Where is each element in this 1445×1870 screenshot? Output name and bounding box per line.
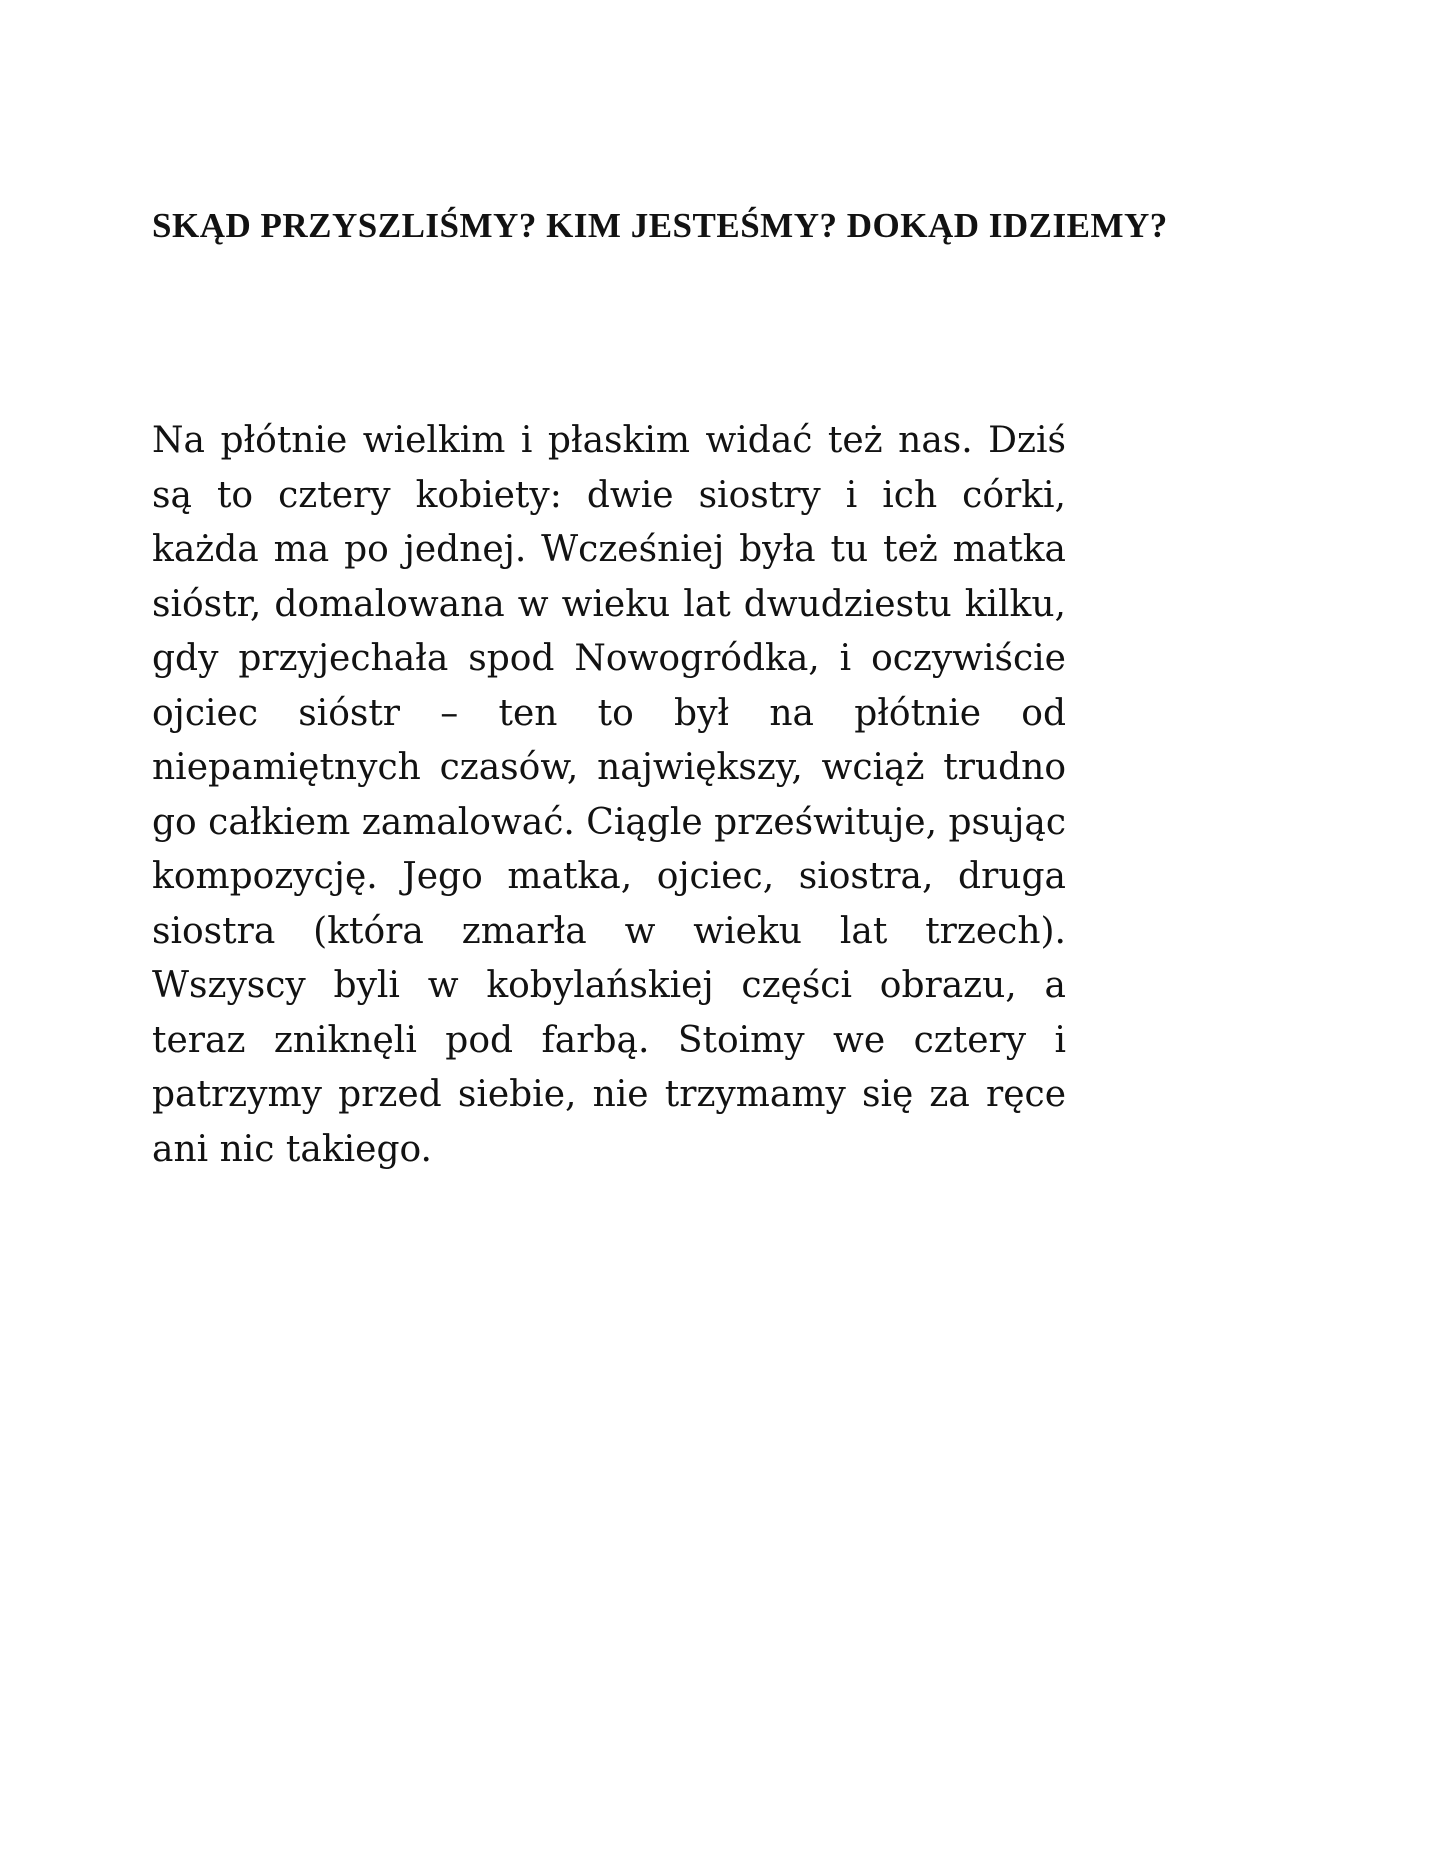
body-paragraph: Na płótnie wielkim i płaskim widać też nas. Dziś są to cztery kobiety: dwie siostry i ich córki, każda ma po jednej. Wcześniej była tu też matka sióstr, domalowana w wieku lat dwudziestu kilku, gdy przyjechała spod Nowogródka, i oczywiście ojciec sióstr – ten to był na płótnie od niepamiętnych czasów, największy, wciąż trudno go całkiem zamalować. Ciągle prześwituje, psując kompozycję. Jego matka, ojciec, siostra, druga siostra (która zmarła w wieku lat trzech). Wszyscy byli w kobylańskiej części obrazu, a teraz zniknęli pod farbą. Stoimy we cztery i patrzymy przed siebie, nie trzymamy się za ręce ani nic takiego. — [152, 420, 1066, 1170]
chapter-heading: SKĄD PRZYSZLIŚMY? KIM JESTEŚMY? DOKĄD IDZIEMY? — [152, 206, 1168, 245]
